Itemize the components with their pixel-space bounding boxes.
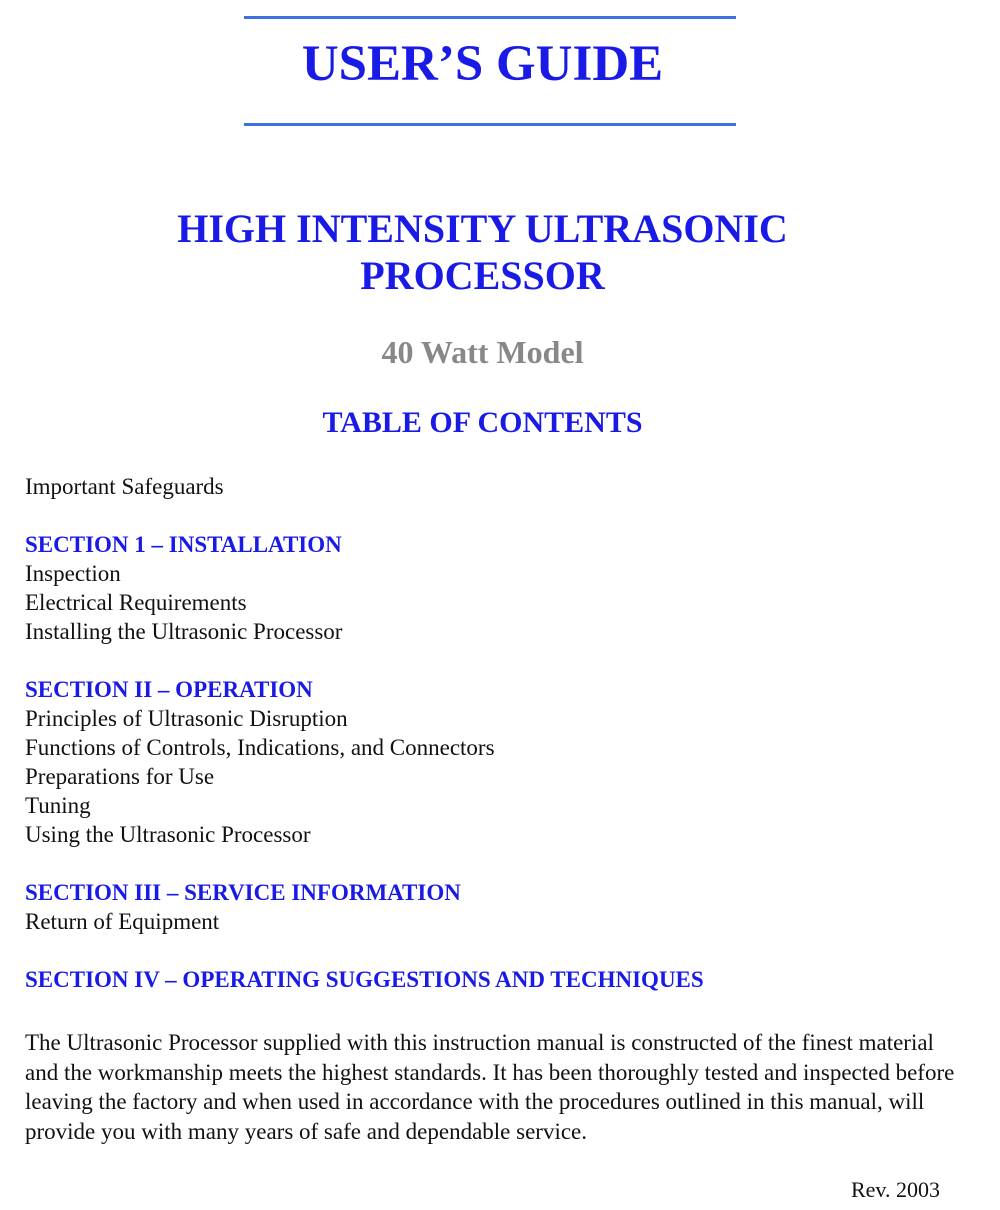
title-rule-bottom xyxy=(244,123,736,126)
toc-item: Installing the Ultrasonic Processor xyxy=(25,619,343,644)
intro-paragraph: The Ultrasonic Processor supplied with this instruction manual is constructed of the finest material and the workmanship meets the highest standards. It has been thoroughly tested and inspected before leaving the factory and when used in accordance with the procedures outlined in this manual, will provide you with many years of safe and dependable service. xyxy=(25,1030,955,1144)
toc-item: Tuning xyxy=(25,793,91,818)
toc-item: Principles of Ultrasonic Disruption xyxy=(25,706,348,731)
table-of-contents xyxy=(25,472,965,1023)
model-name: 40 Watt Model xyxy=(381,334,584,370)
toc-item: Return of Equipment xyxy=(25,909,220,934)
revision-label: Rev. 2003 xyxy=(850,1177,940,1202)
toc-item: Preparations for Use xyxy=(25,764,215,789)
product-title xyxy=(0,205,965,299)
product-title-line-2: PROCESSOR xyxy=(360,253,605,298)
toc-item-important-safeguards: Important Safeguards xyxy=(25,474,224,499)
toc-heading: TABLE OF CONTENTS xyxy=(322,406,643,439)
toc-section-title: SECTION II – OPERATION xyxy=(25,677,313,702)
toc-preamble-block xyxy=(25,472,965,501)
toc-section-title: SECTION IV – OPERATING SUGGESTIONS AND TECHNIQUES xyxy=(25,967,704,992)
toc-section-3 xyxy=(25,878,965,936)
toc-section-2 xyxy=(25,675,965,849)
title-rule-top xyxy=(244,16,736,19)
product-title-line-1: HIGH INTENSITY ULTRASONIC xyxy=(177,206,788,251)
toc-section-title: SECTION III – SERVICE INFORMATION xyxy=(25,880,461,905)
toc-section-title: SECTION 1 – INSTALLATION xyxy=(25,532,342,557)
document-title: USER’S GUIDE xyxy=(301,36,664,92)
toc-item: Using the Ultrasonic Processor xyxy=(25,822,311,847)
toc-item: Electrical Requirements xyxy=(25,590,247,615)
toc-section-4 xyxy=(25,965,965,994)
toc-section-1 xyxy=(25,530,965,646)
toc-item: Functions of Controls, Indications, and Connectors xyxy=(25,735,495,760)
toc-item: Inspection xyxy=(25,561,121,586)
